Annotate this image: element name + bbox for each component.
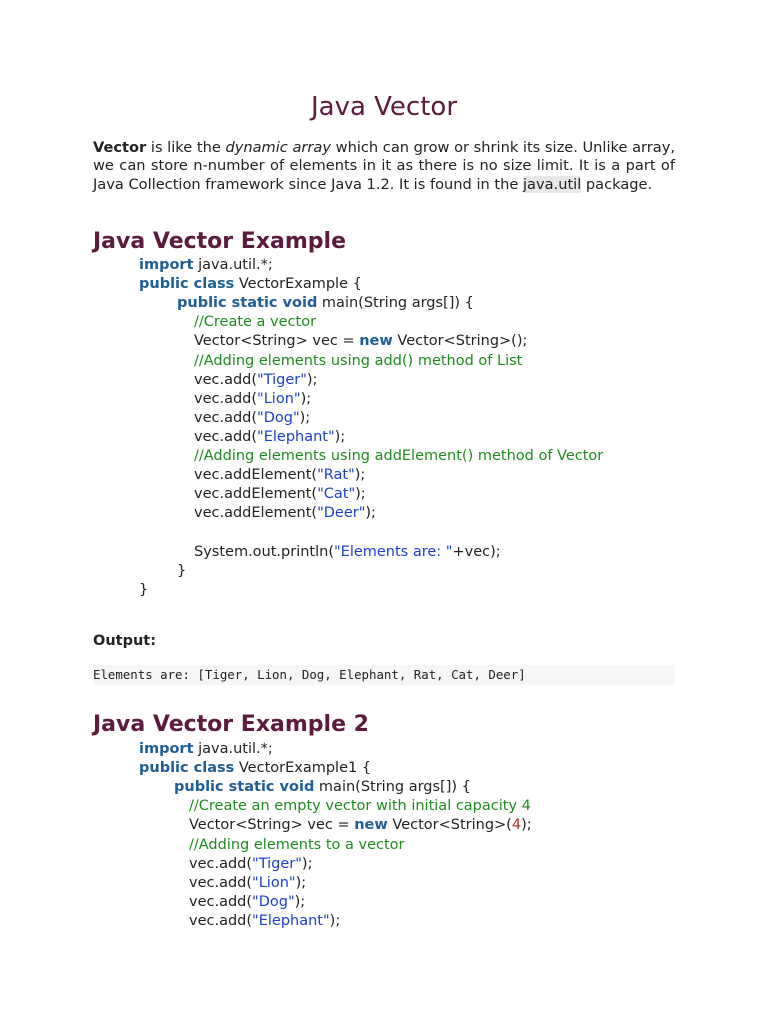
code-token: "Rat" bbox=[317, 467, 355, 484]
code-token: vec.add( bbox=[189, 893, 253, 910]
code-token: ); bbox=[299, 409, 311, 426]
code-token: } bbox=[139, 581, 149, 598]
code-token: vec.add( bbox=[194, 371, 258, 388]
code-text bbox=[194, 390, 311, 409]
code-token: vec.add( bbox=[194, 428, 258, 445]
code-token: import bbox=[139, 741, 194, 757]
code-text bbox=[177, 294, 474, 313]
code-text bbox=[139, 256, 273, 275]
code-text bbox=[189, 836, 404, 855]
code-token: VectorExample1 { bbox=[234, 760, 372, 777]
code-token: "Lion" bbox=[257, 390, 301, 407]
code-token: } bbox=[177, 562, 187, 579]
page-title: Java Vector bbox=[310, 92, 458, 122]
code-token: main(String args[]) { bbox=[317, 295, 474, 312]
code-token: Vector<String> vec = bbox=[189, 817, 355, 834]
code-token: ); bbox=[294, 893, 306, 910]
code-text bbox=[194, 409, 310, 428]
code-text bbox=[139, 275, 362, 294]
code-token: ); bbox=[306, 371, 318, 388]
code-token: vec.add( bbox=[189, 855, 253, 872]
code-token: ); bbox=[334, 428, 346, 445]
code-token: ); bbox=[329, 912, 341, 929]
intro-text-3: package. bbox=[581, 175, 653, 193]
code-text bbox=[139, 581, 148, 600]
code-text bbox=[194, 447, 603, 466]
code-token: "Dog" bbox=[252, 893, 295, 910]
code-token: java.util.*; bbox=[193, 741, 273, 757]
code-text bbox=[189, 797, 531, 816]
code-token: //Create an empty vector with initial capacity 4 bbox=[189, 798, 531, 815]
code-text bbox=[189, 874, 306, 893]
intro-paragraph bbox=[93, 139, 675, 194]
code-token: "Tiger" bbox=[257, 371, 307, 388]
code-token: "Dog" bbox=[257, 409, 300, 426]
code-token: System.out.println( bbox=[194, 543, 334, 560]
code-token: Vector<String> vec = bbox=[194, 333, 360, 350]
example2-heading: Java Vector Example 2 bbox=[93, 712, 369, 737]
code-text bbox=[174, 778, 471, 797]
code-token: ); bbox=[354, 467, 366, 484]
code-token: public class bbox=[139, 276, 235, 293]
code-text bbox=[194, 371, 317, 390]
intro-code-term: java.util bbox=[522, 175, 582, 193]
code-token: vec.addElement( bbox=[194, 505, 318, 522]
code-text bbox=[189, 816, 532, 835]
code-token: ); bbox=[300, 390, 312, 407]
code-token: 4 bbox=[511, 817, 522, 834]
code-text bbox=[189, 893, 305, 912]
code-token: //Adding elements to a vector bbox=[189, 836, 405, 853]
code-token: VectorExample { bbox=[234, 276, 362, 293]
intro-text-2: which can grow or shrink its size. Unlike array, we can store n-number of elements in it as there is no size limit. It is a part of Java Collection framework since Java 1.2. It is found in the bbox=[93, 139, 675, 193]
code-text bbox=[194, 428, 345, 447]
code-token: import bbox=[139, 257, 194, 273]
code-token: "Elephant" bbox=[252, 912, 330, 929]
code-token: new bbox=[354, 817, 388, 834]
code-text bbox=[194, 485, 366, 504]
code-token: "Elephant" bbox=[257, 428, 335, 445]
code-text bbox=[139, 759, 371, 778]
code-token: ); bbox=[365, 505, 376, 522]
intro-italic-term: dynamic array bbox=[225, 139, 331, 156]
code-token: public static void bbox=[174, 779, 315, 796]
output-console: Elements are: [Tiger, Lion, Dog, Elephant, Rat, Cat, Deer] bbox=[93, 665, 675, 685]
code-token: vec.addElement( bbox=[194, 486, 318, 503]
code-token: vec.add( bbox=[194, 409, 258, 426]
code-token: Vector<String>( bbox=[387, 817, 512, 834]
code-token: java.util.*; bbox=[193, 257, 273, 273]
code-text bbox=[194, 466, 365, 485]
code-token: //Adding elements using add() method of List bbox=[194, 352, 523, 369]
code-token: new bbox=[359, 333, 393, 350]
code-token: ); bbox=[301, 855, 313, 872]
code-text bbox=[177, 562, 186, 581]
code-token: //Create a vector bbox=[194, 314, 317, 331]
code-token: "Elements are: " bbox=[333, 543, 453, 560]
code-token: public static void bbox=[177, 295, 318, 312]
code-token: Vector<String>(); bbox=[392, 333, 528, 350]
code-token: +vec); bbox=[452, 543, 501, 560]
code-token: "Lion" bbox=[252, 874, 296, 891]
intro-text-1: is like the bbox=[146, 139, 226, 156]
code-text bbox=[194, 332, 527, 351]
code-text bbox=[194, 543, 501, 562]
code-text bbox=[194, 504, 376, 523]
code-text bbox=[194, 352, 522, 371]
code-token: "Deer" bbox=[317, 505, 366, 522]
code-token: ); bbox=[355, 486, 366, 503]
code-token: main(String args[]) { bbox=[314, 779, 471, 796]
code-token: vec.add( bbox=[194, 390, 258, 407]
code-token: public class bbox=[139, 760, 235, 777]
code-token: ); bbox=[521, 817, 532, 834]
code-text bbox=[139, 740, 273, 759]
code-token: ); bbox=[295, 874, 307, 891]
code-text bbox=[189, 855, 312, 874]
code-token: vec.add( bbox=[189, 912, 253, 929]
code-token: vec.add( bbox=[189, 874, 253, 891]
code-token: vec.addElement( bbox=[194, 467, 318, 484]
code-token: //Adding elements using addElement() method of Vector bbox=[194, 448, 604, 464]
code-token: "Cat" bbox=[317, 486, 356, 503]
output-label: Output: bbox=[93, 633, 157, 649]
intro-bold-term: Vector bbox=[93, 139, 147, 156]
example1-heading: Java Vector Example bbox=[93, 229, 346, 254]
code-text bbox=[189, 912, 340, 931]
code-text bbox=[194, 313, 316, 332]
code-token: "Tiger" bbox=[252, 855, 302, 872]
